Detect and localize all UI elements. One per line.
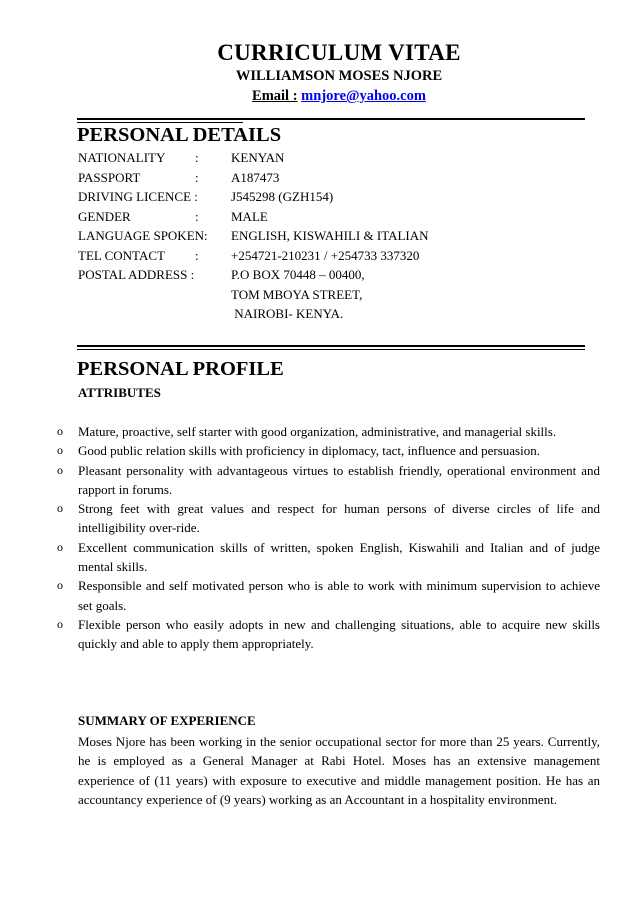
attribute-text: Excellent communication skills of written, spoken English, Kiswahili and Italian and of judge mental skills. (78, 539, 600, 575)
bullet-circle-icon: o (57, 424, 63, 438)
attribute-text: Good public relation skills with proficiency in diplomacy, tact, influence and persuasion. (78, 443, 540, 459)
detail-label: TEL CONTACT (78, 247, 165, 263)
detail-label: DRIVING LICENCE : (78, 189, 198, 204)
email-line (0, 88, 638, 105)
personal-profile-heading: PERSONAL PROFILE (77, 358, 284, 380)
detail-value: +254721-210231 / +254733 337320 (231, 247, 420, 263)
attribute-item (57, 615, 600, 654)
bullet-circle-icon: o (57, 539, 63, 554)
attribute-item (57, 422, 600, 441)
detail-label: LANGUAGE SPOKEN: (78, 228, 208, 243)
summary-heading: SUMMARY OF EXPERIENCE (78, 713, 256, 728)
detail-label: POSTAL ADDRESS : (78, 267, 195, 282)
attributes-heading: ATTRIBUTES (78, 385, 161, 400)
detail-value: A187473 (231, 169, 280, 185)
attribute-text: Flexible person who easily adopts in new and challenging situations, able to acquire new skills quickly and able to apply them appropriately. (78, 616, 600, 652)
detail-colon: : (195, 247, 199, 263)
detail-label: PASSPORT (78, 169, 141, 185)
attributes-list (57, 422, 600, 654)
candidate-name: WILLIAMSON MOSES NJORE (235, 68, 443, 84)
attribute-text: Strong feet with great values and respect for human persons of diverse circles of life and intelligibility over-ride. (78, 501, 600, 536)
detail-value: NAIROBI- KENYA. (231, 306, 344, 321)
detail-colon: : (195, 208, 199, 224)
detail-label: GENDER (78, 208, 131, 224)
attribute-item (57, 441, 600, 460)
bullet-circle-icon: o (57, 501, 63, 516)
detail-label: NATIONALITY (78, 150, 166, 165)
detail-value: J545298 (GZH154) (231, 189, 334, 204)
detail-value: ENGLISH, KISWAHILI & ITALIAN (231, 228, 429, 243)
details-divider-thin (77, 349, 585, 350)
attribute-item (57, 576, 600, 615)
detail-colon: : (195, 169, 199, 185)
document-title: CURRICULUM VITAE (217, 40, 461, 65)
bullet-circle-icon: o (57, 578, 63, 593)
summary-text: Moses Njore has been working in the senior occupational sector for more than 25 years. Currently, he is employed as a General Manager at Rabi Hotel. Moses has an extensive management experience of (11 years) with exposure to executive and middle management position. He has an accountancy experience of (9 years) working as an Accountant in a hospitality environment. (78, 734, 600, 807)
email-label: Email : (252, 88, 298, 104)
bullet-circle-icon: o (57, 462, 63, 477)
attribute-text: Mature, proactive, self starter with good organization, administrative, and managerial skills. (78, 424, 557, 439)
bullet-circle-icon: o (57, 443, 63, 458)
attribute-item (57, 499, 600, 538)
detail-colon: : (195, 150, 199, 165)
attribute-text: Pleasant personality with advantageous virtues to establish friendly, operational environment and rapport in forums. (78, 462, 600, 497)
attribute-item (57, 461, 600, 500)
detail-value: MALE (231, 208, 268, 224)
header-divider (77, 118, 585, 120)
detail-value: P.O BOX 70448 – 00400, (231, 267, 365, 282)
bullet-circle-icon: o (57, 616, 63, 631)
detail-value: TOM MBOYA STREET, (231, 286, 363, 302)
attribute-item (57, 538, 600, 577)
attribute-text: Responsible and self motivated person who is able to work with minimum supervision to achieve set goals. (78, 578, 600, 613)
details-divider (77, 345, 585, 347)
email-link[interactable]: mnjore@yahoo.com (301, 88, 426, 104)
header-divider-short (77, 122, 243, 123)
detail-value: KENYAN (231, 150, 285, 165)
personal-details-heading: PERSONAL DETAILS (77, 124, 282, 146)
